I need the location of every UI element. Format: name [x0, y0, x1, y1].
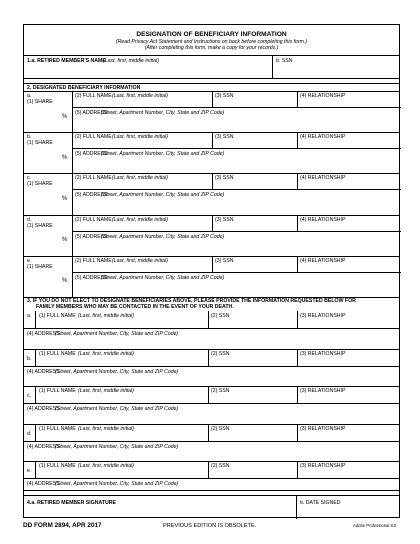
address-hint: (Street, Apartment Number, City, State and ZIP Code)	[101, 151, 225, 158]
family-member-address-field[interactable]	[24, 367, 401, 387]
family-member-relationship-field[interactable]	[298, 386, 401, 403]
relationship-label: (4) RELATIONSHIP	[300, 216, 346, 223]
row-letter: c.	[27, 175, 32, 182]
member-name-field[interactable]	[24, 56, 272, 78]
divider	[35, 386, 36, 403]
member-ssn-label: b. SSN	[276, 58, 293, 64]
address-hint: (Street, Apartment Number, City, State and ZIP Code)	[55, 368, 179, 375]
family-member-ssn-field[interactable]	[209, 424, 297, 441]
divider	[35, 461, 36, 478]
address-hint: (Street, Apartment Number, City, State and ZIP Code)	[101, 110, 225, 116]
full-name-label: (1) FULL NAME	[39, 388, 76, 395]
ssn-label: (3) SSN	[215, 175, 234, 182]
relationship-label: (3) RELATIONSHIP	[300, 425, 346, 432]
family-member-address-field[interactable]	[24, 329, 401, 349]
row-letter: c.	[27, 393, 32, 400]
full-name-label: (1) FULL NAME	[39, 463, 76, 470]
row-letter: b.	[27, 355, 32, 362]
ssn-label: (3) SSN	[215, 134, 234, 141]
family-member-ssn-field[interactable]	[209, 386, 297, 403]
family-member-name-field[interactable]	[24, 349, 208, 366]
share-label: (1) SHARE	[27, 181, 53, 188]
date-signed-field[interactable]	[297, 496, 401, 519]
family-member-relationship-field[interactable]	[298, 349, 401, 366]
full-name-label: (2) FULL NAME	[75, 134, 112, 141]
address-label: (5) ADDRESS	[75, 110, 108, 116]
ssn-label: (3) SSN	[215, 257, 234, 264]
row-letter: a.	[27, 93, 32, 99]
address-hint: (Street, Apartment Number, City, State and ZIP Code)	[55, 406, 179, 413]
full-name-hint: (Last, first, middle initial)	[78, 388, 134, 395]
family-member-ssn-field[interactable]	[209, 461, 297, 478]
divider	[24, 490, 399, 491]
percent-sign: %	[62, 113, 68, 120]
row-letter: e.	[27, 257, 32, 264]
beneficiary-name-field[interactable]	[73, 132, 212, 148]
row-letter: a.	[27, 313, 32, 319]
beneficiary-ssn-field[interactable]	[213, 215, 297, 231]
family-member-ssn-field[interactable]	[209, 311, 297, 328]
full-name-hint: (Last, first, middle initial)	[112, 216, 168, 223]
share-label: (1) SHARE	[27, 99, 53, 105]
family-member-relationship-field[interactable]	[298, 424, 401, 441]
beneficiary-ssn-field[interactable]	[213, 91, 297, 107]
full-name-hint: (Last, first, middle initial)	[112, 175, 168, 182]
form-footer	[23, 519, 400, 533]
family-member-name-field[interactable]	[24, 386, 208, 403]
beneficiary-form	[23, 24, 400, 518]
address-hint: (Street, Apartment Number, City, State and ZIP Code)	[55, 330, 179, 337]
divider	[24, 78, 399, 79]
address-label: (5) ADDRESS	[75, 192, 108, 199]
relationship-label: (3) RELATIONSHIP	[300, 313, 346, 319]
full-name-label: (2) FULL NAME	[75, 216, 112, 223]
row-letter: e.	[27, 468, 32, 475]
address-label: (4) ADDRESS	[27, 330, 60, 337]
beneficiary-address-field[interactable]	[73, 190, 401, 214]
divider	[35, 311, 36, 328]
relationship-label: (4) RELATIONSHIP	[300, 93, 346, 99]
beneficiary-name-field[interactable]	[73, 173, 212, 189]
divider	[35, 424, 36, 441]
section3-heading-line1: 3. IF YOU DO NOT ELECT TO DESIGNATE BENEFICIARIES ABOVE, PLEASE PROVIDE THE INFORMATION REQUESTED BELOW FOR	[27, 298, 356, 304]
beneficiary-ssn-field[interactable]	[213, 132, 297, 148]
percent-sign: %	[62, 154, 68, 161]
relationship-label: (4) RELATIONSHIP	[300, 134, 346, 141]
full-name-label: (2) FULL NAME	[75, 257, 112, 264]
address-hint: (Street, Apartment Number, City, State and ZIP Code)	[101, 192, 225, 199]
beneficiary-relationship-field[interactable]	[298, 256, 401, 272]
full-name-hint: (Last, first, middle initial)	[78, 463, 134, 470]
family-member-address-field[interactable]	[24, 442, 401, 462]
beneficiary-address-field[interactable]	[73, 273, 401, 297]
beneficiary-name-field[interactable]	[73, 91, 212, 107]
ssn-label: (2) SSN	[211, 350, 230, 357]
relationship-label: (4) RELATIONSHIP	[300, 175, 346, 182]
address-label: (4) ADDRESS	[27, 481, 60, 488]
share-label: (1) SHARE	[27, 263, 53, 270]
beneficiary-share-field[interactable]	[24, 173, 72, 214]
beneficiary-share-field[interactable]	[24, 215, 72, 256]
family-member-name-field[interactable]	[24, 461, 208, 478]
form-id: DD FORM 2894, APR 2017	[23, 522, 102, 529]
address-hint: (Street, Apartment Number, City, State and ZIP Code)	[101, 233, 225, 240]
beneficiary-relationship-field[interactable]	[298, 91, 401, 107]
family-member-address-field[interactable]	[24, 404, 401, 424]
relationship-label: (3) RELATIONSHIP	[300, 350, 346, 357]
percent-sign: %	[62, 196, 68, 203]
beneficiary-relationship-field[interactable]	[298, 173, 401, 189]
member-name-hint: (Last, first, middle initial)	[103, 58, 159, 64]
full-name-hint: (Last, first, middle initial)	[112, 134, 168, 141]
beneficiary-name-field[interactable]	[73, 256, 212, 272]
beneficiary-address-field[interactable]	[73, 232, 401, 256]
section3-heading-line2: FAMILY MEMBERS WHO MAY BE CONTACTED IN THE EVENT OF YOUR DEATH.	[36, 304, 234, 310]
beneficiary-ssn-field[interactable]	[213, 173, 297, 189]
address-label: (5) ADDRESS	[75, 274, 108, 281]
percent-sign: %	[62, 278, 68, 285]
ssn-label: (2) SSN	[211, 463, 230, 470]
full-name-label: (1) FULL NAME	[39, 313, 76, 319]
form-title: DESIGNATION OF BENEFICIARY INFORMATION	[136, 31, 287, 38]
ssn-label: (2) SSN	[211, 313, 230, 319]
divider	[24, 83, 399, 84]
beneficiary-share-field[interactable]	[24, 132, 72, 173]
relationship-label: (3) RELATIONSHIP	[300, 463, 346, 470]
relationship-label: (4) RELATIONSHIP	[300, 257, 346, 264]
section2-heading: 2. DESIGNATED BENEFICIARY INFORMATION	[27, 85, 141, 91]
edition-notice: PREVIOUS EDITION IS OBSOLETE.	[163, 523, 257, 529]
software-note: Adobe Professional 8.0	[353, 523, 397, 528]
beneficiary-ssn-field[interactable]	[213, 256, 297, 272]
beneficiary-name-field[interactable]	[73, 215, 212, 231]
address-label: (4) ADDRESS	[27, 406, 60, 413]
member-ssn-field[interactable]	[273, 56, 401, 78]
full-name-label: (2) FULL NAME	[75, 93, 112, 99]
address-label: (4) ADDRESS	[27, 368, 60, 375]
row-letter: b.	[27, 134, 32, 141]
row-letter: d.	[27, 216, 32, 223]
address-hint: (Street, Apartment Number, City, State and ZIP Code)	[55, 443, 179, 450]
address-label: (4) ADDRESS	[27, 443, 60, 450]
full-name-hint: (Last, first, middle initial)	[112, 257, 168, 264]
signature-field[interactable]	[24, 496, 296, 519]
full-name-hint: (Last, first, middle initial)	[78, 350, 134, 357]
ssn-label: (3) SSN	[215, 216, 234, 223]
relationship-label: (3) RELATIONSHIP	[300, 388, 346, 395]
full-name-label: (1) FULL NAME	[39, 350, 76, 357]
full-name-hint: (Last, first, middle initial)	[78, 313, 134, 319]
address-label: (5) ADDRESS	[75, 233, 108, 240]
family-member-name-field[interactable]	[24, 424, 208, 441]
beneficiary-address-field[interactable]	[73, 149, 401, 173]
divider	[35, 349, 36, 366]
date-signed-label: b. DATE SIGNED	[300, 500, 341, 506]
full-name-label: (1) FULL NAME	[39, 425, 76, 432]
form-subtitle-privacy: (Read Privacy Act Statement and Instructions on back before completing this form.)	[115, 39, 308, 45]
address-label: (5) ADDRESS	[75, 151, 108, 158]
percent-sign: %	[62, 237, 68, 244]
share-label: (1) SHARE	[27, 222, 53, 229]
family-member-relationship-field[interactable]	[298, 311, 401, 328]
beneficiary-share-field[interactable]	[24, 256, 72, 297]
family-member-name-field[interactable]	[24, 311, 208, 328]
beneficiary-address-field[interactable]	[73, 108, 401, 132]
form-subtitle-copy: (After completing this form, make a copy for your records.)	[144, 45, 279, 51]
ssn-label: (3) SSN	[215, 93, 234, 99]
family-member-ssn-field[interactable]	[209, 349, 297, 366]
full-name-label: (2) FULL NAME	[75, 175, 112, 182]
full-name-hint: (Last, first, middle initial)	[112, 93, 168, 99]
family-member-relationship-field[interactable]	[298, 461, 401, 478]
beneficiary-relationship-field[interactable]	[298, 132, 401, 148]
beneficiary-share-field[interactable]	[24, 91, 72, 132]
full-name-hint: (Last, first, middle initial)	[78, 425, 134, 432]
address-hint: (Street, Apartment Number, City, State and ZIP Code)	[101, 274, 225, 281]
ssn-label: (2) SSN	[211, 388, 230, 395]
address-hint: (Street, Apartment Number, City, State and ZIP Code)	[55, 481, 179, 488]
signature-label: 4.a. RETIRED MEMBER SIGNATURE	[27, 500, 116, 506]
beneficiary-relationship-field[interactable]	[298, 215, 401, 231]
member-name-label: 1.a. RETIRED MEMBER'S NAME	[27, 58, 106, 64]
ssn-label: (2) SSN	[211, 425, 230, 432]
row-letter: d.	[27, 430, 32, 437]
share-label: (1) SHARE	[27, 140, 53, 147]
